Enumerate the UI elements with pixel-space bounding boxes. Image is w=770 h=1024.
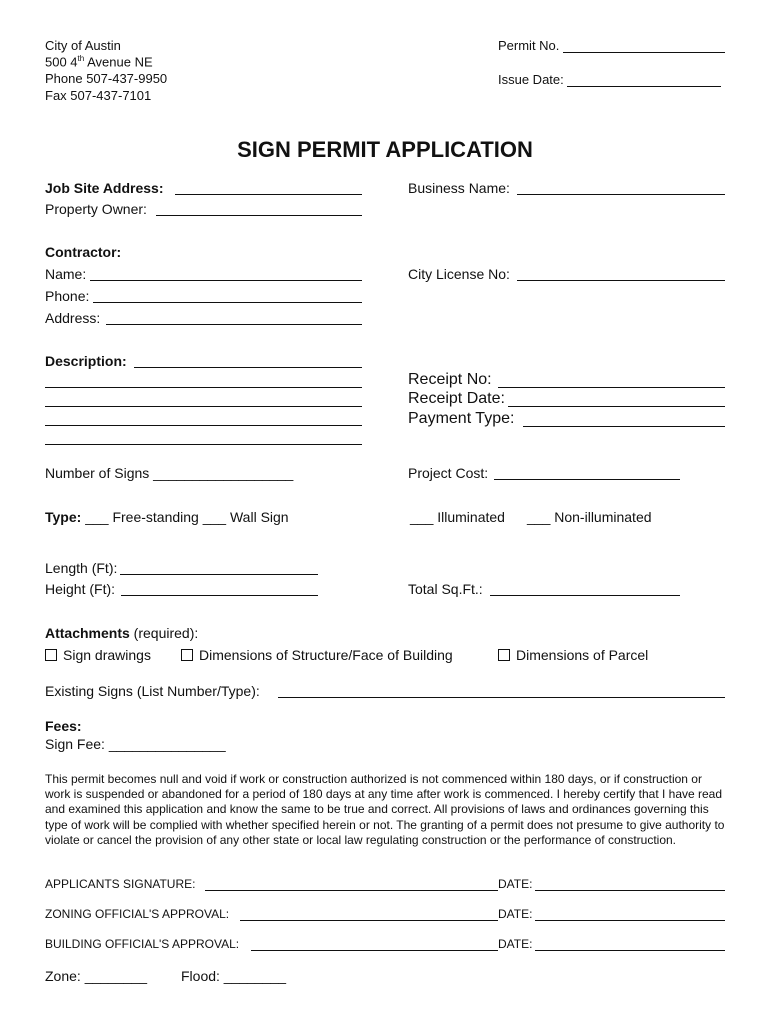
zoning-date-field[interactable] <box>535 920 725 921</box>
checkbox-icon[interactable] <box>498 649 510 661</box>
building-date-label: DATE: <box>498 937 533 951</box>
project-cost-label: Project Cost: <box>408 465 489 481</box>
receipt-date-label: Receipt Date: <box>408 390 505 407</box>
fees-heading: Fees: <box>45 718 82 734</box>
receipt-no-label: Receipt No: <box>408 371 492 388</box>
existing-signs-field[interactable] <box>278 697 725 698</box>
checkbox-icon[interactable] <box>181 649 193 661</box>
building-approval-field[interactable] <box>251 950 498 951</box>
contractor-name-label: Name: <box>45 266 87 282</box>
page-title: SIGN PERMIT APPLICATION <box>237 137 533 162</box>
business-name-field[interactable] <box>517 194 725 195</box>
existing-signs-label: Existing Signs (List Number/Type): <box>45 683 260 699</box>
description-field-1[interactable] <box>134 367 362 368</box>
attachment-structure-dimensions[interactable]: Dimensions of Structure/Face of Building <box>181 647 453 663</box>
applicant-date-label: DATE: <box>498 877 533 891</box>
contractor-phone-field[interactable] <box>93 302 362 303</box>
building-date-field[interactable] <box>535 950 725 951</box>
wall-sign-option[interactable]: ___ Wall Sign <box>202 509 289 525</box>
free-standing-option[interactable]: ___ Free-standing <box>85 509 199 525</box>
sign-fee-label: Sign Fee: _______________ <box>45 736 226 752</box>
attachment-sign-drawings[interactable]: Sign drawings <box>45 647 151 663</box>
city-license-label: City License No: <box>408 266 510 282</box>
attachment-parcel-dimensions[interactable]: Dimensions of Parcel <box>498 647 648 663</box>
contractor-address-label: Address: <box>45 310 101 326</box>
job-site-label: Job Site Address: <box>45 180 164 196</box>
flood-label: Flood: ________ <box>181 968 287 984</box>
contractor-heading: Contractor: <box>45 244 122 260</box>
payment-type-field[interactable] <box>523 426 725 427</box>
business-name-label: Business Name: <box>408 180 510 196</box>
zoning-date-label: DATE: <box>498 907 533 921</box>
payment-type-label: Payment Type: <box>408 410 515 427</box>
description-field-3[interactable] <box>45 406 362 407</box>
type-row <box>45 509 289 525</box>
contractor-name-field[interactable] <box>90 280 362 281</box>
city-fax: Fax 507-437-7101 <box>45 88 152 103</box>
contractor-address-field[interactable] <box>106 324 362 325</box>
applicant-signature-field[interactable] <box>205 890 498 891</box>
description-label: Description: <box>45 353 127 369</box>
zoning-approval-label: ZONING OFFICIAL'S APPROVAL: <box>45 907 230 921</box>
job-site-field[interactable] <box>175 194 362 195</box>
illuminated-option[interactable]: ___ Illuminated <box>410 509 505 525</box>
description-field-4[interactable] <box>45 425 362 426</box>
zone-label: Zone: ________ <box>45 968 147 984</box>
non-illuminated-option[interactable]: ___ Non-illuminated <box>527 509 652 525</box>
description-field-2[interactable] <box>45 387 362 388</box>
zoning-approval-field[interactable] <box>240 920 498 921</box>
attachments-heading: Attachments (required): <box>45 625 199 641</box>
city-phone: Phone 507-437-9950 <box>45 71 168 86</box>
applicant-date-field[interactable] <box>535 890 725 891</box>
checkbox-icon[interactable] <box>45 649 57 661</box>
total-sqft-field[interactable] <box>490 595 680 596</box>
total-sqft-label: Total Sq.Ft.: <box>408 581 483 597</box>
city-name: City of Austin <box>45 38 121 53</box>
project-cost-field[interactable] <box>494 479 680 480</box>
length-field[interactable] <box>120 574 318 575</box>
permit-no-label: Permit No. <box>498 38 560 53</box>
city-license-field[interactable] <box>517 280 725 281</box>
applicant-signature-label: APPLICANTS SIGNATURE: <box>45 877 196 891</box>
description-field-5[interactable] <box>45 444 362 445</box>
height-label: Height (Ft): <box>45 581 116 597</box>
receipt-date-field[interactable] <box>508 406 725 407</box>
permit-no-field[interactable] <box>563 52 725 53</box>
disclaimer-text: This permit becomes null and void if work or construction authorized is not commenced within 180 days, or if construction or work is suspended or abandoned for a period of 180 days at any time after work is commenced. I hereby certify that I have read and examined this application and know the same to be true and correct. All provisions of laws and ordinances governing this type of work will be complied with whether specified herein or not. The granting of a permit does not presume to give authority to violate or cancel the provision of any other state or local law regulating construction or the performance of construction. <box>45 772 725 847</box>
type-label: Type: <box>45 509 82 525</box>
issue-date-label: Issue Date: <box>498 72 564 87</box>
length-label: Length (Ft): <box>45 560 118 576</box>
building-approval-label: BUILDING OFFICIAL'S APPROVAL: <box>45 937 240 951</box>
issue-date-field[interactable] <box>567 86 721 87</box>
property-owner-label: Property Owner: <box>45 201 147 217</box>
city-address: 500 4th Avenue NE <box>45 54 153 70</box>
height-field[interactable] <box>121 595 318 596</box>
receipt-no-field[interactable] <box>498 387 725 388</box>
contractor-phone-label: Phone: <box>45 288 90 304</box>
property-owner-field[interactable] <box>156 215 362 216</box>
number-of-signs-label: Number of Signs __________________ <box>45 465 294 481</box>
